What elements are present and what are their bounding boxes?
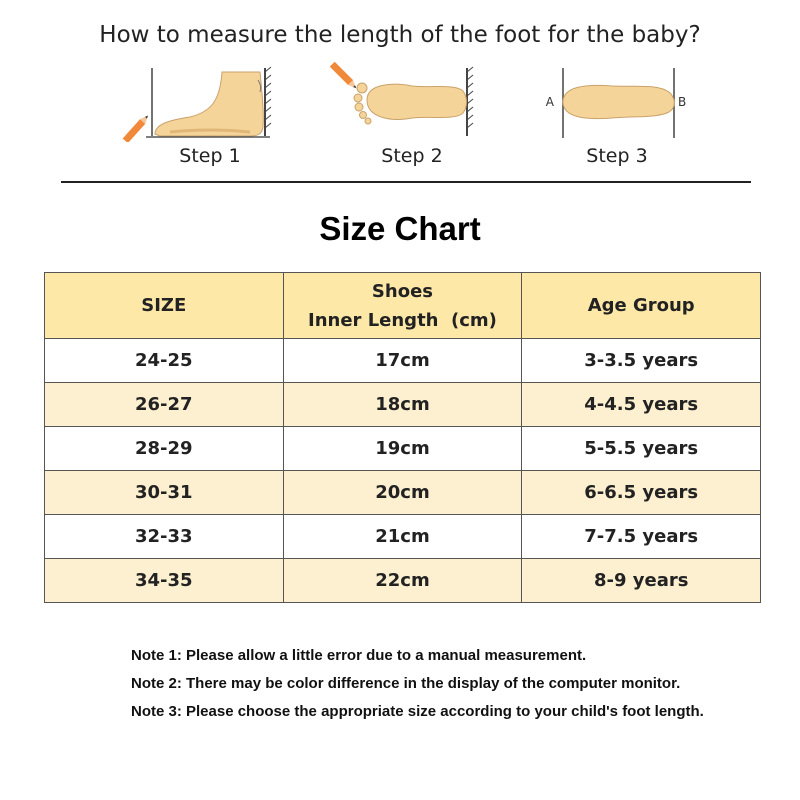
mark-a-label: A bbox=[545, 95, 554, 109]
foot-outline-icon bbox=[517, 62, 717, 142]
length-cell: 19cm bbox=[283, 427, 522, 471]
size-chart-table bbox=[44, 272, 761, 603]
measure-heading: How to measure the length of the foot for the baby? bbox=[99, 22, 701, 48]
table-row bbox=[45, 471, 761, 515]
measurement-steps bbox=[0, 62, 800, 177]
note-1: Note 1: Please allow a little error due to a manual measurement. bbox=[131, 647, 587, 664]
note-2: Note 2: There may be color difference in the display of the computer monitor. bbox=[131, 675, 681, 692]
notes-section bbox=[131, 646, 791, 730]
section-divider bbox=[61, 181, 751, 183]
age-cell: 3-3.5 years bbox=[522, 339, 761, 383]
length-cell: 17cm bbox=[283, 339, 522, 383]
step-3 bbox=[517, 62, 717, 177]
size-cell: 32-33 bbox=[45, 515, 284, 559]
step-2 bbox=[312, 62, 512, 177]
step-2-label: Step 2 bbox=[381, 145, 443, 167]
header-size: SIZE bbox=[45, 273, 284, 339]
table-row bbox=[45, 339, 761, 383]
size-cell: 28-29 bbox=[45, 427, 284, 471]
header-inner-length bbox=[283, 273, 522, 339]
age-cell: 8-9 years bbox=[522, 559, 761, 603]
age-cell: 7-7.5 years bbox=[522, 515, 761, 559]
length-cell: 18cm bbox=[283, 383, 522, 427]
step-1 bbox=[110, 62, 310, 177]
foot-side-view-icon bbox=[110, 62, 310, 142]
age-cell: 6-6.5 years bbox=[522, 471, 761, 515]
size-chart-title: Size Chart bbox=[319, 210, 481, 247]
step-3-label: Step 3 bbox=[586, 145, 648, 167]
header-age-group: Age Group bbox=[522, 273, 761, 339]
size-cell: 26-27 bbox=[45, 383, 284, 427]
age-cell: 5-5.5 years bbox=[522, 427, 761, 471]
header-inner-length-line1: Shoes bbox=[371, 280, 433, 302]
size-cell: 30-31 bbox=[45, 471, 284, 515]
foot-top-view-icon bbox=[312, 62, 512, 142]
size-cell: 34-35 bbox=[45, 559, 284, 603]
length-cell: 21cm bbox=[283, 515, 522, 559]
length-cell: 20cm bbox=[283, 471, 522, 515]
step-1-label: Step 1 bbox=[179, 145, 241, 167]
length-cell: 22cm bbox=[283, 559, 522, 603]
table-row bbox=[45, 515, 761, 559]
table-header-row bbox=[45, 273, 761, 339]
header-inner-length-line2: Inner Length (cm) bbox=[308, 309, 497, 331]
age-cell: 4-4.5 years bbox=[522, 383, 761, 427]
mark-b-label: B bbox=[678, 95, 687, 109]
table-row bbox=[45, 427, 761, 471]
table-row bbox=[45, 383, 761, 427]
note-3: Note 3: Please choose the appropriate size according to your child's foot length. bbox=[131, 703, 704, 720]
size-cell: 24-25 bbox=[45, 339, 284, 383]
table-row bbox=[45, 559, 761, 603]
